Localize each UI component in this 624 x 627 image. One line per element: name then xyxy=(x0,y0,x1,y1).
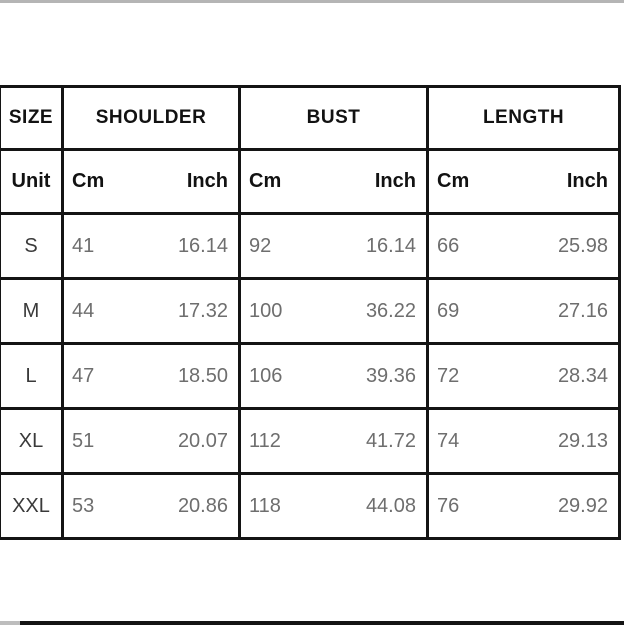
bust-cm-value: 100 xyxy=(249,299,283,322)
bust-inch-value: 39.36 xyxy=(365,364,416,387)
shoulder-inch-value: 18.50 xyxy=(177,364,228,387)
shoulder-cm-value: 44 xyxy=(72,299,95,322)
size-label: S xyxy=(0,214,63,279)
bottom-divider-gray-segment xyxy=(0,621,20,625)
table-row xyxy=(0,409,620,474)
shoulder-unit-cell xyxy=(63,150,240,214)
bust-cm-value: 112 xyxy=(249,429,281,452)
column-header-size: SIZE xyxy=(0,87,63,150)
bust-inch-value: 44.08 xyxy=(365,494,416,517)
length-cm-value: 74 xyxy=(437,429,460,452)
column-header-length: LENGTH xyxy=(428,87,620,150)
top-divider-line xyxy=(0,0,624,3)
length-inch-value: 29.13 xyxy=(557,429,608,452)
bust-inch-header: Inch xyxy=(374,170,416,192)
size-chart-table xyxy=(0,85,621,540)
shoulder-inch-value: 17.32 xyxy=(177,299,228,322)
size-label: XXL xyxy=(0,474,63,539)
bust-inch-value: 16.14 xyxy=(365,234,416,257)
column-header-shoulder: SHOULDER xyxy=(63,87,240,150)
shoulder-inch-header: Inch xyxy=(186,170,228,192)
length-cm-value: 72 xyxy=(437,364,460,387)
shoulder-cm-value: 53 xyxy=(72,494,95,517)
length-inch-header: Inch xyxy=(566,170,608,192)
length-inch-value: 27.16 xyxy=(557,299,608,322)
bust-cell xyxy=(240,344,428,409)
length-cell xyxy=(428,279,620,344)
column-header-bust: BUST xyxy=(240,87,428,150)
bust-unit-cell xyxy=(240,150,428,214)
length-inch-value: 29.92 xyxy=(557,494,608,517)
bust-inch-value: 41.72 xyxy=(365,429,416,452)
unit-row xyxy=(0,150,620,214)
bust-cm-value: 106 xyxy=(249,364,283,387)
table-row xyxy=(0,344,620,409)
length-cell xyxy=(428,409,620,474)
size-label: M xyxy=(0,279,63,344)
length-inch-value: 28.34 xyxy=(557,364,608,387)
shoulder-inch-value: 16.14 xyxy=(177,234,228,257)
bust-cm-value: 118 xyxy=(249,494,281,517)
bust-inch-value: 36.22 xyxy=(365,299,416,322)
length-cm-value: 76 xyxy=(437,494,460,517)
table-row xyxy=(0,279,620,344)
shoulder-cm-header: Cm xyxy=(72,170,105,192)
bust-cm-header: Cm xyxy=(249,170,282,192)
shoulder-cell xyxy=(63,214,240,279)
bust-cell xyxy=(240,214,428,279)
shoulder-cm-value: 51 xyxy=(72,429,95,452)
header-row xyxy=(0,87,620,150)
shoulder-inch-value: 20.86 xyxy=(177,494,228,517)
length-inch-value: 25.98 xyxy=(557,234,608,257)
size-label: XL xyxy=(0,409,63,474)
shoulder-cell xyxy=(63,474,240,539)
length-cm-header: Cm xyxy=(437,170,470,192)
shoulder-cm-value: 47 xyxy=(72,364,95,387)
length-cm-value: 69 xyxy=(437,299,460,322)
length-cell xyxy=(428,214,620,279)
length-cm-value: 66 xyxy=(437,234,460,257)
bust-cell xyxy=(240,409,428,474)
unit-row-label: Unit xyxy=(0,150,63,214)
shoulder-cell xyxy=(63,344,240,409)
shoulder-inch-value: 20.07 xyxy=(177,429,228,452)
length-unit-cell xyxy=(428,150,620,214)
table-row xyxy=(0,214,620,279)
length-cell xyxy=(428,344,620,409)
length-cell xyxy=(428,474,620,539)
shoulder-cell xyxy=(63,409,240,474)
bust-cell xyxy=(240,279,428,344)
size-label: L xyxy=(0,344,63,409)
shoulder-cell xyxy=(63,279,240,344)
bottom-divider-black-segment xyxy=(20,621,624,625)
bust-cell xyxy=(240,474,428,539)
shoulder-cm-value: 41 xyxy=(72,234,95,257)
bottom-divider-line xyxy=(0,621,624,625)
bust-cm-value: 92 xyxy=(249,234,272,257)
table-row xyxy=(0,474,620,539)
